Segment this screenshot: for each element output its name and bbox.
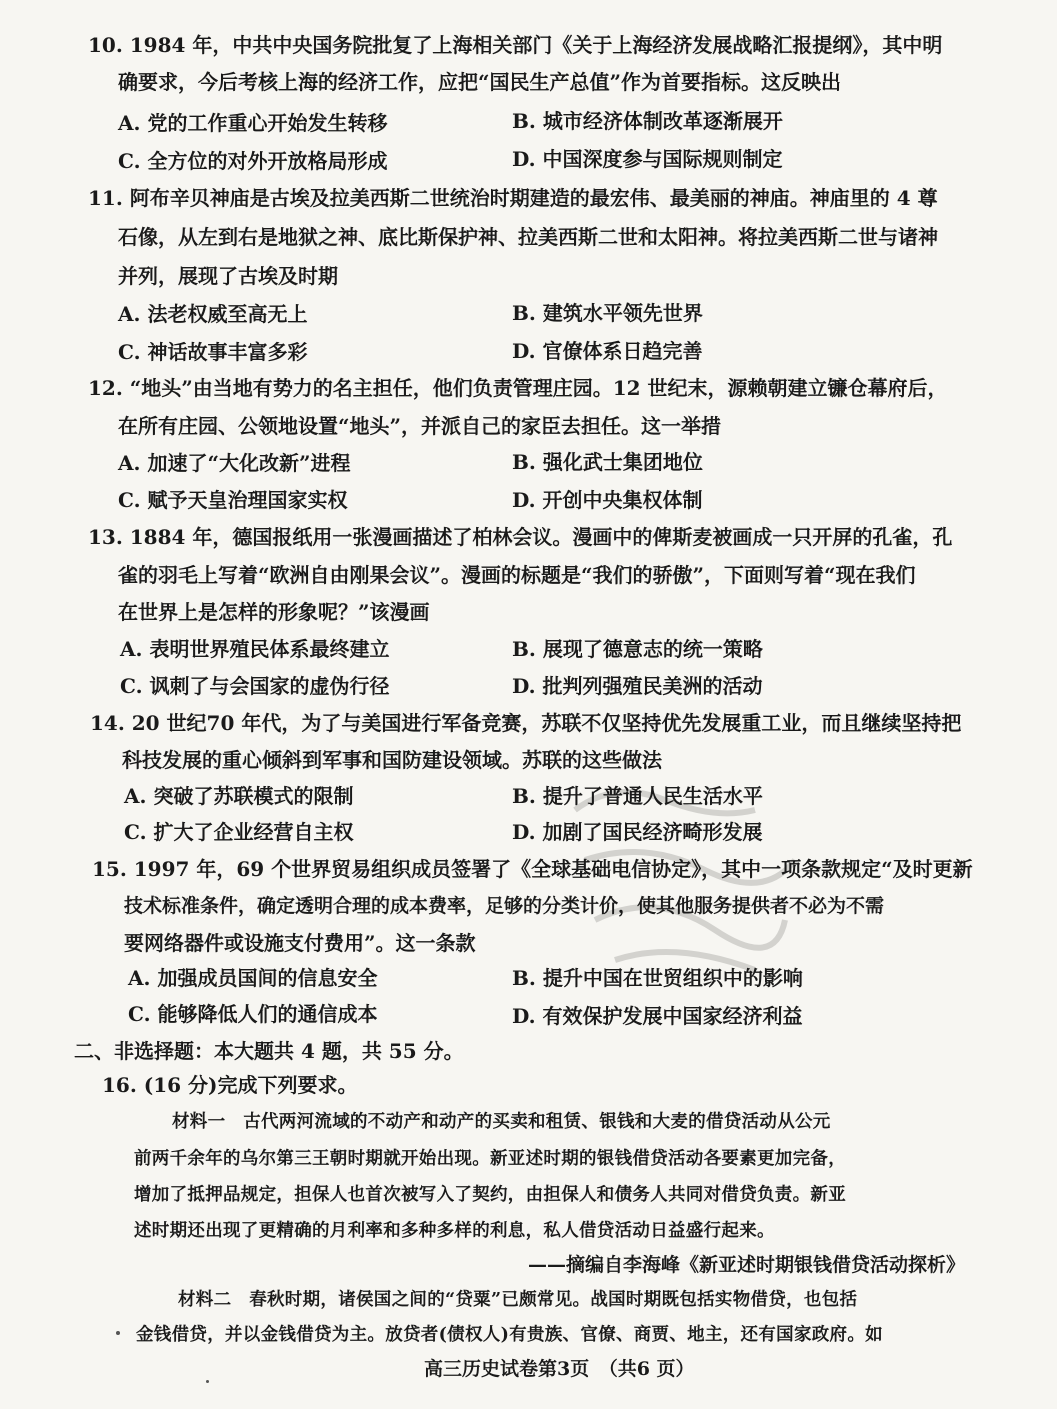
q11-option-c[interactable]: C. 神话故事丰富多彩: [118, 340, 308, 364]
material-2-line-1: 材料二 春秋时期，诸侯国之间的“贷粟”已颇常见。战国时期既包括实物借贷，也包括: [178, 1290, 858, 1310]
q13-option-b[interactable]: B. 展现了德意志的统一策略: [512, 637, 763, 661]
q14-option-d[interactable]: D. 加剧了国民经济畸形发展: [512, 820, 763, 844]
q14-option-c[interactable]: C. 扩大了企业经营自主权: [124, 820, 354, 844]
q10-option-b[interactable]: B. 城市经济体制改革逐渐展开: [512, 109, 783, 133]
q15-option-d[interactable]: D. 有效保护发展中国家经济利益: [512, 1004, 803, 1028]
q15-option-b[interactable]: B. 提升中国在世贸组织中的影响: [512, 966, 803, 990]
q11-line-1: 11. 阿布辛贝神庙是古埃及拉美西斯二世统治时期建造的最宏伟、最美丽的神庙。神庙里的 4 尊: [88, 186, 938, 210]
q14-line-1: 14. 20 世纪70 年代，为了与美国进行军备竞赛，苏联不仅坚持优先发展重工业，而且继续坚持把: [90, 711, 962, 735]
q15-option-c[interactable]: C. 能够降低人们的通信成本: [128, 1002, 378, 1026]
q14-option-a[interactable]: A. 突破了苏联模式的限制: [124, 784, 354, 808]
q13-option-d[interactable]: D. 批判列强殖民美洲的活动: [512, 674, 763, 698]
q11-line-3: 并列，展现了古埃及时期: [118, 264, 338, 288]
q10-line-2: 确要求，今后考核上海的经济工作，应把“国民生产总值”作为首要指标。这反映出: [118, 70, 842, 94]
q15-option-a[interactable]: A. 加强成员国间的信息安全: [128, 966, 378, 990]
q11-option-b[interactable]: B. 建筑水平领先世界: [512, 301, 703, 325]
q10-option-d[interactable]: D. 中国深度参与国际规则制定: [512, 147, 783, 171]
q13-option-c[interactable]: C. 讽刺了与会国家的虚伪行径: [120, 674, 390, 698]
q11-line-2: 石像，从左到右是地狱之神、底比斯保护神、拉美西斯二世和太阳神。将拉美西斯二世与诸神: [118, 225, 938, 249]
section-2-title: 二、非选择题：本大题共 4 题，共 55 分。: [74, 1039, 464, 1063]
q10-line-1: 10. 1984 年，中共中央国务院批复了上海相关部门《关于上海经济发展战略汇报提纲》，其中明: [88, 33, 943, 57]
q15-line-1: 15. 1997 年，69 个世界贸易组织成员签署了《全球基础电信协定》，其中一项条款规定“及时更新: [92, 857, 973, 881]
page-footer: 高三历史试卷第3页 （共6 页）: [424, 1358, 695, 1380]
q13-line-1: 13. 1884 年，德国报纸用一张漫画描述了柏林会议。漫画中的俾斯麦被画成一只开屏的孔雀，孔: [88, 525, 953, 549]
material-1-line-3: 增加了抵押品规定，担保人也首次被写入了契约，由担保人和债务人共同对借贷负责。新亚: [134, 1185, 846, 1205]
q10-option-c[interactable]: C. 全方位的对外开放格局形成: [118, 149, 388, 173]
q13-line-2: 雀的羽毛上写着“欧洲自由刚果会议”。漫画的标题是“我们的骄傲”，下面则写着“现在我们: [118, 563, 916, 587]
q15-line-2: 技术标准条件，确定透明合理的成本费率，足够的分类计价，使其他服务提供者不必为不需: [124, 895, 885, 917]
scan-speck: [206, 1380, 209, 1383]
q16-header: 16. (16 分)完成下列要求。: [102, 1073, 358, 1097]
q15-line-3: 要网络器件或设施支付费用”。这一条款: [124, 931, 476, 955]
scan-speck: [116, 1331, 120, 1335]
q12-option-a[interactable]: A. 加速了“大化改新”进程: [118, 451, 351, 475]
material-1-line-1: 材料一 古代两河流域的不动产和动产的买卖和租赁、银钱和大麦的借贷活动从公元: [172, 1112, 831, 1132]
q12-option-b[interactable]: B. 强化武士集团地位: [512, 450, 703, 474]
q12-line-2: 在所有庄园、公领地设置“地头”，并派自己的家臣去担任。这一举措: [118, 414, 722, 438]
material-1-line-4: 述时期还出现了更精确的月利率和多种多样的利息，私人借贷活动日益盛行起来。: [134, 1221, 775, 1241]
material-1-source: ——摘编自李海峰《新亚述时期银钱借贷活动探析》: [528, 1254, 966, 1276]
q14-line-2: 科技发展的重心倾斜到军事和国防建设领域。苏联的这些做法: [122, 748, 662, 772]
material-2-line-2: 金钱借贷，并以金钱借贷为主。放贷者(债权人)有贵族、官僚、商贾、地主，还有国家政府。如: [136, 1325, 883, 1345]
q11-option-d[interactable]: D. 官僚体系日趋完善: [512, 339, 703, 363]
q12-option-d[interactable]: D. 开创中央集权体制: [512, 488, 703, 512]
q12-option-c[interactable]: C. 赋予天皇治理国家实权: [118, 488, 348, 512]
q10-option-a[interactable]: A. 党的工作重心开始发生转移: [118, 111, 388, 135]
material-1-line-2: 前两千余年的乌尔第三王朝时期就开始出现。新亚述时期的银钱借贷活动各要素更加完备，: [134, 1149, 846, 1169]
q12-line-1: 12. “地头”由当地有势力的名主担任，他们负责管理庄园。12 世纪末，源赖朝建立镰仓幕府后，: [88, 376, 948, 400]
q13-option-a[interactable]: A. 表明世界殖民体系最终建立: [120, 637, 390, 661]
q13-line-3: 在世界上是怎样的形象呢？”该漫画: [118, 600, 430, 624]
q11-option-a[interactable]: A. 法老权威至高无上: [118, 302, 308, 326]
q14-option-b[interactable]: B. 提升了普通人民生活水平: [512, 784, 763, 808]
